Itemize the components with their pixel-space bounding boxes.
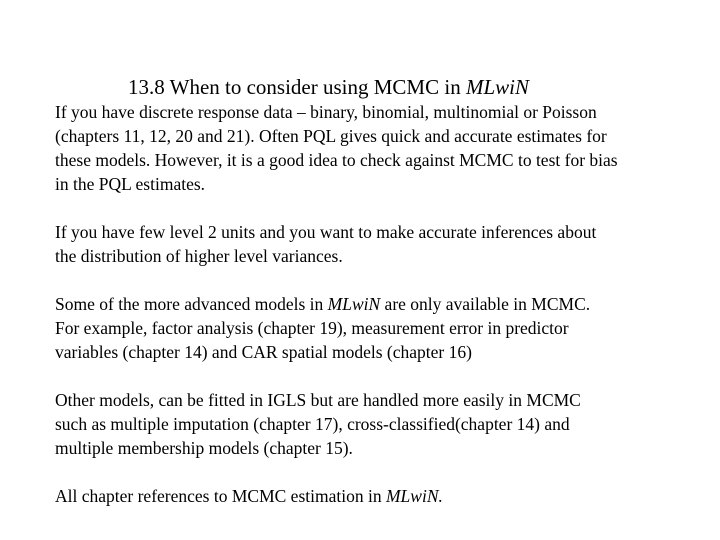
slide-title-prefix: 13.8 When to consider using MCMC in (128, 75, 466, 99)
text-line: For example, factor analysis (chapter 19), measurement error in predictor (55, 318, 569, 338)
software-name: MLwiN. (385, 486, 443, 506)
software-name: MLwiN (327, 294, 381, 314)
paragraph-few-level2-units (55, 220, 715, 268)
text-line-suffix: are only available in MCMC. (380, 294, 591, 314)
text-line: Other models, can be fitted in IGLS but are handled more easily in MCMC (55, 390, 581, 410)
text-line: variables (chapter 14) and CAR spatial models (chapter 16) (55, 342, 472, 362)
slide-body (55, 100, 715, 508)
text-line-prefix: All chapter references to MCMC estimation in (55, 486, 386, 506)
slide-title-software: MLwiN (465, 75, 529, 99)
text-line: multiple membership models (chapter 15). (55, 438, 353, 458)
text-line: (chapters 11, 12, 20 and 21). Often PQL gives quick and accurate estimates for (55, 126, 607, 146)
paragraph-chapter-references (55, 484, 715, 508)
text-line: these models. However, it is a good idea to check against MCMC to test for bias (55, 150, 618, 170)
text-line: If you have discrete response data – binary, binomial, multinomial or Poisson (55, 102, 597, 122)
text-line: in the PQL estimates. (55, 174, 206, 194)
text-line: such as multiple imputation (chapter 17), cross-classified(chapter 14) and (55, 414, 570, 434)
text-line (55, 484, 715, 508)
paragraph-advanced-models (55, 292, 715, 364)
text-line-prefix: Some of the more advanced models in (55, 294, 328, 314)
text-line (55, 292, 715, 316)
paragraph-discrete-response (55, 100, 715, 196)
text-line: the distribution of higher level variances. (55, 246, 343, 266)
slide-title (128, 74, 529, 100)
paragraph-other-models (55, 388, 715, 460)
text-line: If you have few level 2 units and you want to make accurate inferences about (55, 222, 597, 242)
